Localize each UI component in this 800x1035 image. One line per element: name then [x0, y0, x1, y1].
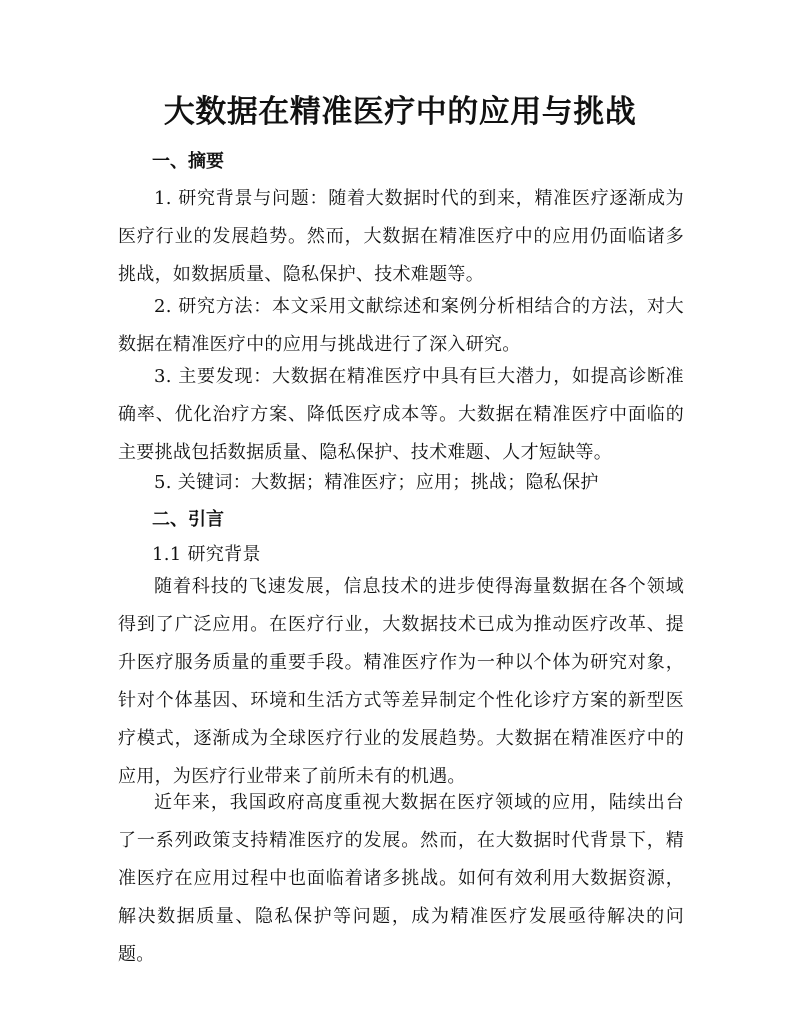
document-title: 大数据在精准医疗中的应用与挑战: [163, 94, 637, 130]
abstract-item-background: 1. 研究背景与问题：随着大数据时代的到来，精准医疗逐渐成为医疗行业的发展趋势。然而，大数据在精准医疗中的应用仍面临诸多挑战，如数据质量、隐私保护、技术难题等。: [118, 188, 684, 285]
section-heading-abstract: 一、摘要: [152, 151, 224, 172]
abstract-item-keywords: 5. 关键词：大数据；精准医疗；应用；挑战；隐私保护: [154, 472, 599, 493]
section-heading-introduction: 二、引言: [152, 509, 224, 530]
abstract-item-method: 2. 研究方法：本文采用文献综述和案例分析相结合的方法，对大数据在精准医疗中的应用与挑战进行了深入研究。: [118, 296, 684, 355]
subsection-heading-background: 1.1 研究背景: [152, 544, 261, 565]
intro-paragraph-1: 随着科技的飞速发展，信息技术的进步使得海量数据在各个领域得到了广泛应用。在医疗行业，大数据技术已成为推动医疗改革、提升医疗服务质量的重要手段。精准医疗作为一种以个体为研究对象，针对个体基因、环境和生活方式等差异制定个性化诊疗方案的新型医疗模式，逐渐成为全球医疗行业的发展趋势。大数据在精准医疗中的应用，为医疗行业带来了前所未有的机遇。: [118, 576, 684, 787]
abstract-item-findings: 3. 主要发现：大数据在精准医疗中具有巨大潜力，如提高诊断准确率、优化治疗方案、降低医疗成本等。大数据在精准医疗中面临的主要挑战包括数据质量、隐私保护、技术难题、人才短缺等。: [118, 366, 684, 463]
intro-paragraph-2: 近年来，我国政府高度重视大数据在医疗领域的应用，陆续出台了一系列政策支持精准医疗的发展。然而，在大数据时代背景下，精准医疗在应用过程中也面临着诸多挑战。如何有效利用大数据资源，解决数据质量、隐私保护等问题，成为精准医疗发展亟待解决的问题。: [118, 792, 684, 965]
